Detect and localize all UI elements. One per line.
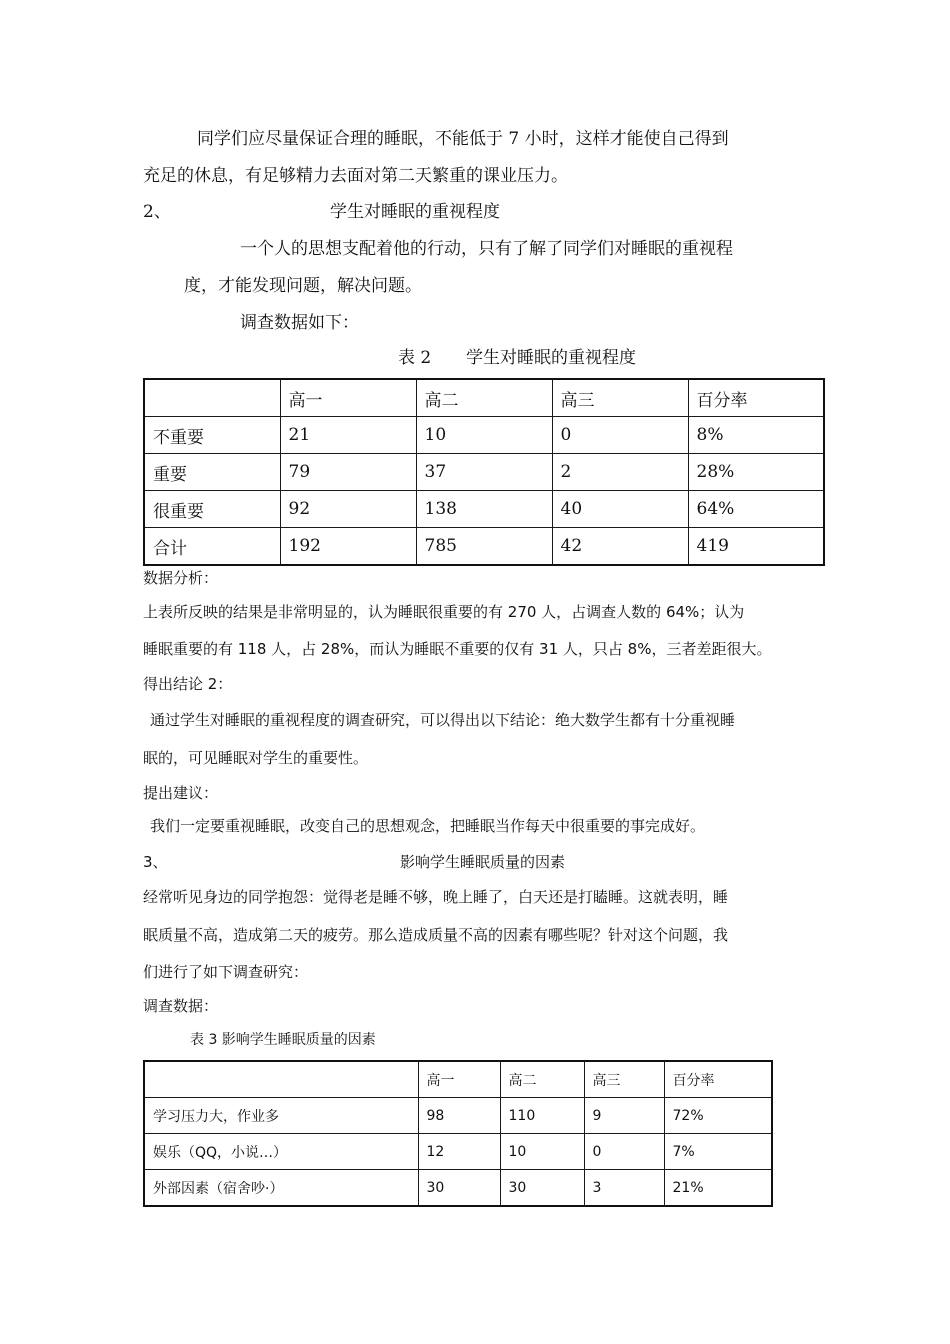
section-2-title: 学生对睡眠的重视程度 <box>330 202 500 222</box>
table-cell: 21 <box>280 417 416 454</box>
table-header-cell: 高三 <box>584 1061 664 1098</box>
table-header-cell: 高二 <box>416 379 552 417</box>
table-row-label: 合计 <box>144 528 280 566</box>
table-cell <box>144 1061 418 1098</box>
table-cell: 37 <box>416 454 552 491</box>
table-sleep-quality-factors <box>143 1060 773 1207</box>
table-cell: 12 <box>418 1134 500 1170</box>
table-cell: 42 <box>552 528 688 566</box>
paragraph-2-line-2: 度，才能发现问题，解决问题。 <box>184 276 422 296</box>
table-row <box>144 417 824 454</box>
table-row <box>144 491 824 528</box>
table-header-cell: 高一 <box>418 1061 500 1098</box>
table-cell: 10 <box>416 417 552 454</box>
conclusion-line-2: 眠的，可见睡眠对学生的重要性。 <box>143 749 369 767</box>
table-cell: 92 <box>280 491 416 528</box>
table-2-caption-title: 学生对睡眠的重视程度 <box>466 348 636 368</box>
table-cell: 28% <box>688 454 824 491</box>
survey-data-label: 调查数据： <box>143 997 219 1015</box>
table-cell: 419 <box>688 528 824 566</box>
table-header-cell: 高二 <box>500 1061 584 1098</box>
table-cell: 98 <box>418 1098 500 1134</box>
table-sleep-importance <box>143 378 825 566</box>
table-cell: 9 <box>584 1098 664 1134</box>
suggestion-text: 我们一定要重视睡眠，改变自己的思想观念，把睡眠当作每天中很重要的事完成好。 <box>150 817 706 835</box>
paragraph-3-line-3: 们进行了如下调查研究： <box>143 963 309 981</box>
table-row <box>144 454 824 491</box>
table-cell: 40 <box>552 491 688 528</box>
table-header-cell: 百分率 <box>688 379 824 417</box>
table-cell: 64% <box>688 491 824 528</box>
table-cell: 79 <box>280 454 416 491</box>
table-cell: 0 <box>552 417 688 454</box>
table-2-caption-number: 表 2 <box>398 348 432 368</box>
table-cell: 138 <box>416 491 552 528</box>
table-cell: 10 <box>500 1134 584 1170</box>
table-cell: 785 <box>416 528 552 566</box>
table-row-label: 娱乐（QQ，小说…） <box>144 1134 418 1170</box>
table-cell: 192 <box>280 528 416 566</box>
paragraph-1-line-2: 充足的休息，有足够精力去面对第二天繁重的课业压力。 <box>143 166 568 186</box>
table-cell: 110 <box>500 1098 584 1134</box>
section-3-number: 3、 <box>143 853 168 871</box>
table-row-label: 很重要 <box>144 491 280 528</box>
table-cell: 30 <box>500 1170 584 1207</box>
paragraph-3-line-1: 经常听见身边的同学抱怨：觉得老是睡不够，晚上睡了，白天还是打瞌睡。这就表明，睡 <box>143 888 729 906</box>
table-cell: 8% <box>688 417 824 454</box>
table-row <box>144 528 824 566</box>
table-cell: 72% <box>664 1098 772 1134</box>
section-3-title: 影响学生睡眠质量的因素 <box>400 853 566 871</box>
table-header-row <box>144 1061 772 1098</box>
table-cell: 0 <box>584 1134 664 1170</box>
paragraph-2-line-1: 一个人的思想支配着他的行动，只有了解了同学们对睡眠的重视程 <box>240 239 733 259</box>
table-cell: 7% <box>664 1134 772 1170</box>
table-row <box>144 1134 772 1170</box>
table-cell: 2 <box>552 454 688 491</box>
paragraph-1-line-1: 同学们应尽量保证合理的睡眠，不能低于 7 小时，这样才能使自己得到 <box>197 129 729 149</box>
table-row-label: 学习压力大，作业多 <box>144 1098 418 1134</box>
table-row <box>144 1098 772 1134</box>
table-cell: 21% <box>664 1170 772 1207</box>
conclusion-label: 得出结论 2： <box>143 675 233 693</box>
table-row-label: 不重要 <box>144 417 280 454</box>
table-cell: 30 <box>418 1170 500 1207</box>
conclusion-line-1: 通过学生对睡眠的重视程度的调查研究，可以得出以下结论：绝大数学生都有十分重视睡 <box>150 711 736 729</box>
section-2-number: 2、 <box>143 202 171 222</box>
table-row-label: 重要 <box>144 454 280 491</box>
analysis-label: 数据分析： <box>143 569 219 587</box>
table-header-cell: 高一 <box>280 379 416 417</box>
suggestion-label: 提出建议： <box>143 784 219 802</box>
analysis-line-1: 上表所反映的结果是非常明显的，认为睡眠很重要的有 270 人，占调查人数的 64%；认为 <box>143 603 745 621</box>
table-header-cell: 高三 <box>552 379 688 417</box>
table-header-cell: 百分率 <box>664 1061 772 1098</box>
paragraph-3-line-2: 眠质量不高，造成第二天的疲劳。那么造成质量不高的因素有哪些呢？针对这个问题，我 <box>143 926 729 944</box>
table-header-row <box>144 379 824 417</box>
table-row <box>144 1170 772 1207</box>
table-3-caption: 表 3 影响学生睡眠质量的因素 <box>190 1032 376 1048</box>
analysis-line-2: 睡眠重要的有 118 人，占 28%，而认为睡眠不重要的仅有 31 人，只占 8%，三者差距很大。 <box>143 640 772 658</box>
table-cell: 3 <box>584 1170 664 1207</box>
survey-intro: 调查数据如下： <box>240 313 359 333</box>
table-cell <box>144 379 280 417</box>
table-row-label: 外部因素（宿舍吵·） <box>144 1170 418 1207</box>
